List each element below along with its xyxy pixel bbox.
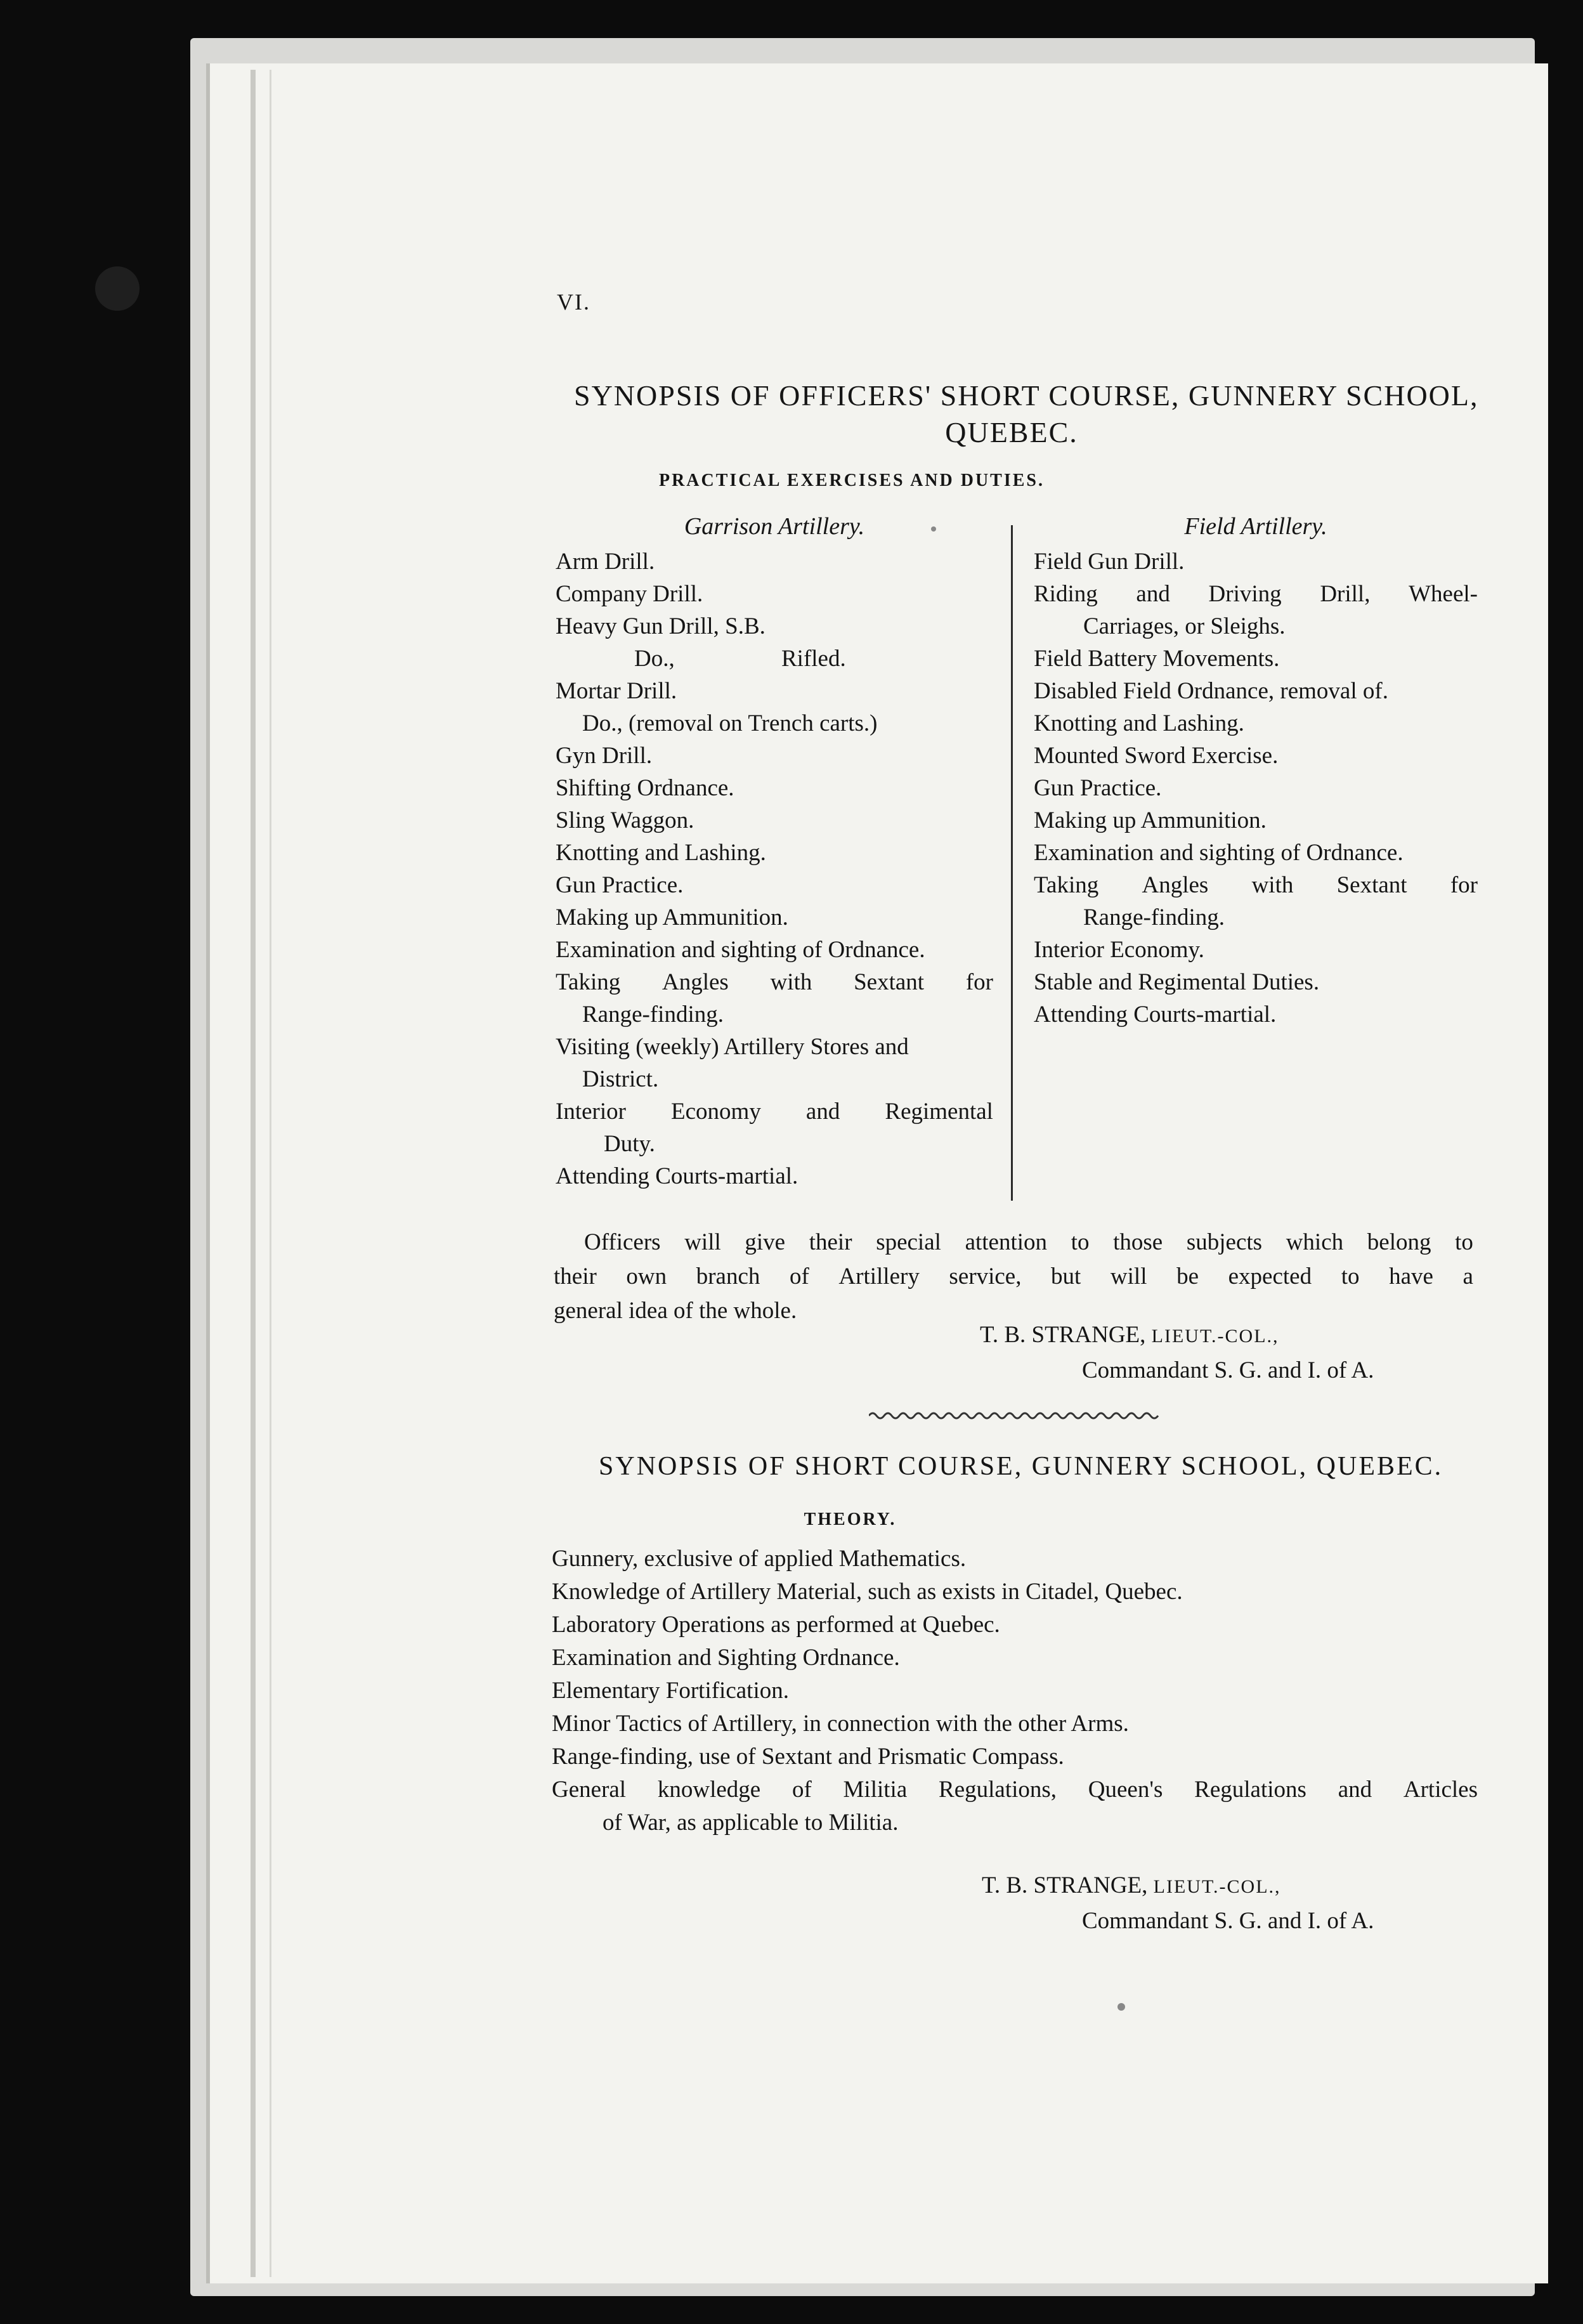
word: service,	[949, 1263, 1022, 1289]
list-item: Gun Practice.	[556, 872, 684, 898]
list-item: Attending Courts-martial.	[556, 1163, 798, 1189]
list-item-continuation: of War, as applicable to Militia.	[603, 1810, 899, 1836]
list-item: Mortar Drill.	[556, 678, 677, 704]
list-item: Field Gun Drill.	[1034, 549, 1185, 575]
list-item: Examination and sighting of Ordnance.	[556, 937, 925, 963]
item-text: Rifled.	[781, 646, 846, 672]
word: to	[1341, 1263, 1360, 1289]
page-number: VI.	[557, 289, 590, 315]
word: of	[792, 1777, 812, 1803]
page-edge	[251, 70, 256, 2277]
list-item: Laboratory Operations as performed at Quebec.	[552, 1612, 1000, 1638]
word: be	[1176, 1263, 1199, 1289]
list-item: Interior Economy.	[1034, 937, 1204, 963]
word: will	[1110, 1263, 1147, 1289]
title-line-1: SYNOPSIS OF OFFICERS' SHORT COURSE, GUNNERY SCHOOL,	[574, 379, 1479, 412]
word: Regulations,	[939, 1777, 1057, 1803]
signature-name: T. B. STRANGE,	[982, 1872, 1148, 1898]
list-item: Shifting Ordnance.	[556, 775, 734, 801]
field-heading: Field Artillery.	[1184, 513, 1327, 540]
word: Officers	[584, 1229, 661, 1255]
word: to	[1071, 1229, 1090, 1255]
page-edge-inner	[270, 70, 271, 2277]
word: subjects	[1186, 1229, 1263, 1255]
word: those	[1113, 1229, 1163, 1255]
word: to	[1455, 1229, 1473, 1255]
list-item: Disabled Field Ordnance, removal of.	[1034, 678, 1388, 704]
word: for	[1450, 872, 1478, 898]
word: Wheel-	[1409, 581, 1478, 607]
title-short-course: SYNOPSIS OF SHORT COURSE, GUNNERY SCHOOL, QUEBEC.	[599, 1452, 1443, 1481]
word: Riding	[1034, 581, 1098, 607]
word: Regulations	[1194, 1777, 1306, 1803]
word: Regimental	[885, 1099, 993, 1125]
list-item	[1034, 578, 1478, 610]
title-officers-short-course	[574, 377, 1479, 451]
word: but	[1051, 1263, 1081, 1289]
word: Drill,	[1320, 581, 1371, 607]
scan-speck	[931, 526, 936, 532]
word: Militia	[843, 1777, 908, 1803]
note-paragraph	[554, 1225, 1473, 1328]
word: Sextant	[854, 969, 925, 995]
list-item: Making up Ammunition.	[1034, 807, 1267, 833]
signature-title-1: Commandant S. G. and I. of A.	[1082, 1357, 1374, 1383]
word: own	[626, 1263, 667, 1289]
list-item: Knotting and Lashing.	[556, 840, 766, 866]
list-item: Field Battery Movements.	[1034, 646, 1280, 672]
list-item: Stable and Regimental Duties.	[1034, 969, 1320, 995]
word: their	[554, 1263, 597, 1289]
word: attention	[965, 1229, 1048, 1255]
list-item-continuation: Duty.	[604, 1131, 655, 1157]
signature-title-2: Commandant S. G. and I. of A.	[1082, 1908, 1374, 1934]
list-item: Examination and Sighting Ordnance.	[552, 1645, 900, 1671]
word: Queen's	[1088, 1777, 1163, 1803]
list-item	[556, 643, 993, 675]
subheading-theory: THEORY.	[804, 1510, 897, 1529]
wavy-separator	[869, 1409, 1161, 1422]
title-line-2: QUEBEC.	[945, 416, 1078, 448]
word: Articles	[1403, 1777, 1478, 1803]
list-item: Gunnery, exclusive of applied Mathematics.	[552, 1546, 967, 1572]
paragraph-line: general idea of the whole.	[554, 1298, 797, 1324]
word: of	[790, 1263, 809, 1289]
word: Angles	[661, 969, 729, 995]
list-item: Knotting and Lashing.	[1034, 710, 1244, 736]
field-artillery-column	[1034, 511, 1478, 1031]
word: and	[805, 1099, 840, 1125]
word: special	[876, 1229, 941, 1255]
list-item-continuation: Carriages, or Sleighs.	[1083, 613, 1286, 639]
word: their	[809, 1229, 852, 1255]
scan-speck	[95, 266, 140, 311]
signature-name-2	[982, 1869, 1281, 1904]
list-item: Examination and sighting of Ordnance.	[1034, 840, 1404, 866]
list-item-continuation: District.	[582, 1066, 659, 1092]
list-item: Minor Tactics of Artillery, in connection with the other Arms.	[552, 1711, 1129, 1737]
list-item: Gyn Drill.	[556, 743, 653, 769]
word: General	[552, 1777, 627, 1803]
word: give	[745, 1229, 786, 1255]
list-item: Elementary Fortification.	[552, 1678, 789, 1704]
list-item	[552, 1773, 1478, 1806]
word: Sextant	[1336, 872, 1407, 898]
word: Driving	[1208, 581, 1282, 607]
word: for	[965, 969, 993, 995]
list-item: Making up Ammunition.	[556, 904, 788, 930]
list-item: Visiting (weekly) Artillery Stores and	[556, 1034, 909, 1060]
word: have	[1389, 1263, 1433, 1289]
word: Angles	[1142, 872, 1209, 898]
list-item: Attending Courts-martial.	[1034, 1002, 1277, 1028]
word: with	[1251, 872, 1294, 898]
scan-speck	[1117, 2003, 1125, 2011]
word: Interior	[556, 1099, 626, 1125]
list-item: Heavy Gun Drill, S.B.	[556, 613, 765, 639]
signature-name-1	[980, 1318, 1279, 1354]
paragraph-line	[554, 1225, 1473, 1260]
list-item-continuation: Range-finding.	[582, 1002, 724, 1028]
word: Economy	[671, 1099, 761, 1125]
word: knowledge	[657, 1777, 761, 1803]
list-item-continuation: Range-finding.	[1083, 904, 1225, 930]
garrison-artillery-column	[556, 511, 993, 1192]
column-divider	[1011, 525, 1013, 1201]
list-item	[556, 1095, 993, 1128]
list-item: Gun Practice.	[1034, 775, 1162, 801]
list-item: Sling Waggon.	[556, 807, 694, 833]
signature-rank: LIEUT.-COL.,	[1151, 1326, 1279, 1347]
word: Taking	[1034, 872, 1099, 898]
ditto-text: Do.,	[634, 646, 675, 672]
list-item: Knowledge of Artillery Material, such as exists in Citadel, Quebec.	[552, 1579, 1183, 1605]
list-item	[556, 966, 993, 998]
word: will	[684, 1229, 721, 1255]
list-item: Do., (removal on Trench carts.)	[582, 710, 878, 736]
word: Artillery	[838, 1263, 920, 1289]
list-item: Arm Drill.	[556, 549, 655, 575]
signature-name: T. B. STRANGE,	[980, 1322, 1146, 1348]
word: and	[1136, 581, 1170, 607]
word: expected	[1228, 1263, 1312, 1289]
word: Taking	[556, 969, 621, 995]
garrison-heading: Garrison Artillery.	[684, 513, 865, 540]
list-item: Company Drill.	[556, 581, 703, 607]
list-item: Range-finding, use of Sextant and Prismatic Compass.	[552, 1744, 1064, 1770]
list-item	[1034, 869, 1478, 901]
signature-rank: LIEUT.-COL.,	[1153, 1876, 1281, 1897]
word: and	[1338, 1777, 1372, 1803]
word: which	[1286, 1229, 1344, 1255]
subheading-practical-exercises: PRACTICAL EXERCISES AND DUTIES.	[658, 471, 1045, 490]
word: a	[1462, 1263, 1473, 1289]
theory-list	[552, 1543, 1478, 1839]
list-item: Mounted Sword Exercise.	[1034, 743, 1279, 769]
word: with	[770, 969, 812, 995]
word: belong	[1367, 1229, 1431, 1255]
paragraph-line	[554, 1260, 1473, 1294]
word: branch	[696, 1263, 760, 1289]
